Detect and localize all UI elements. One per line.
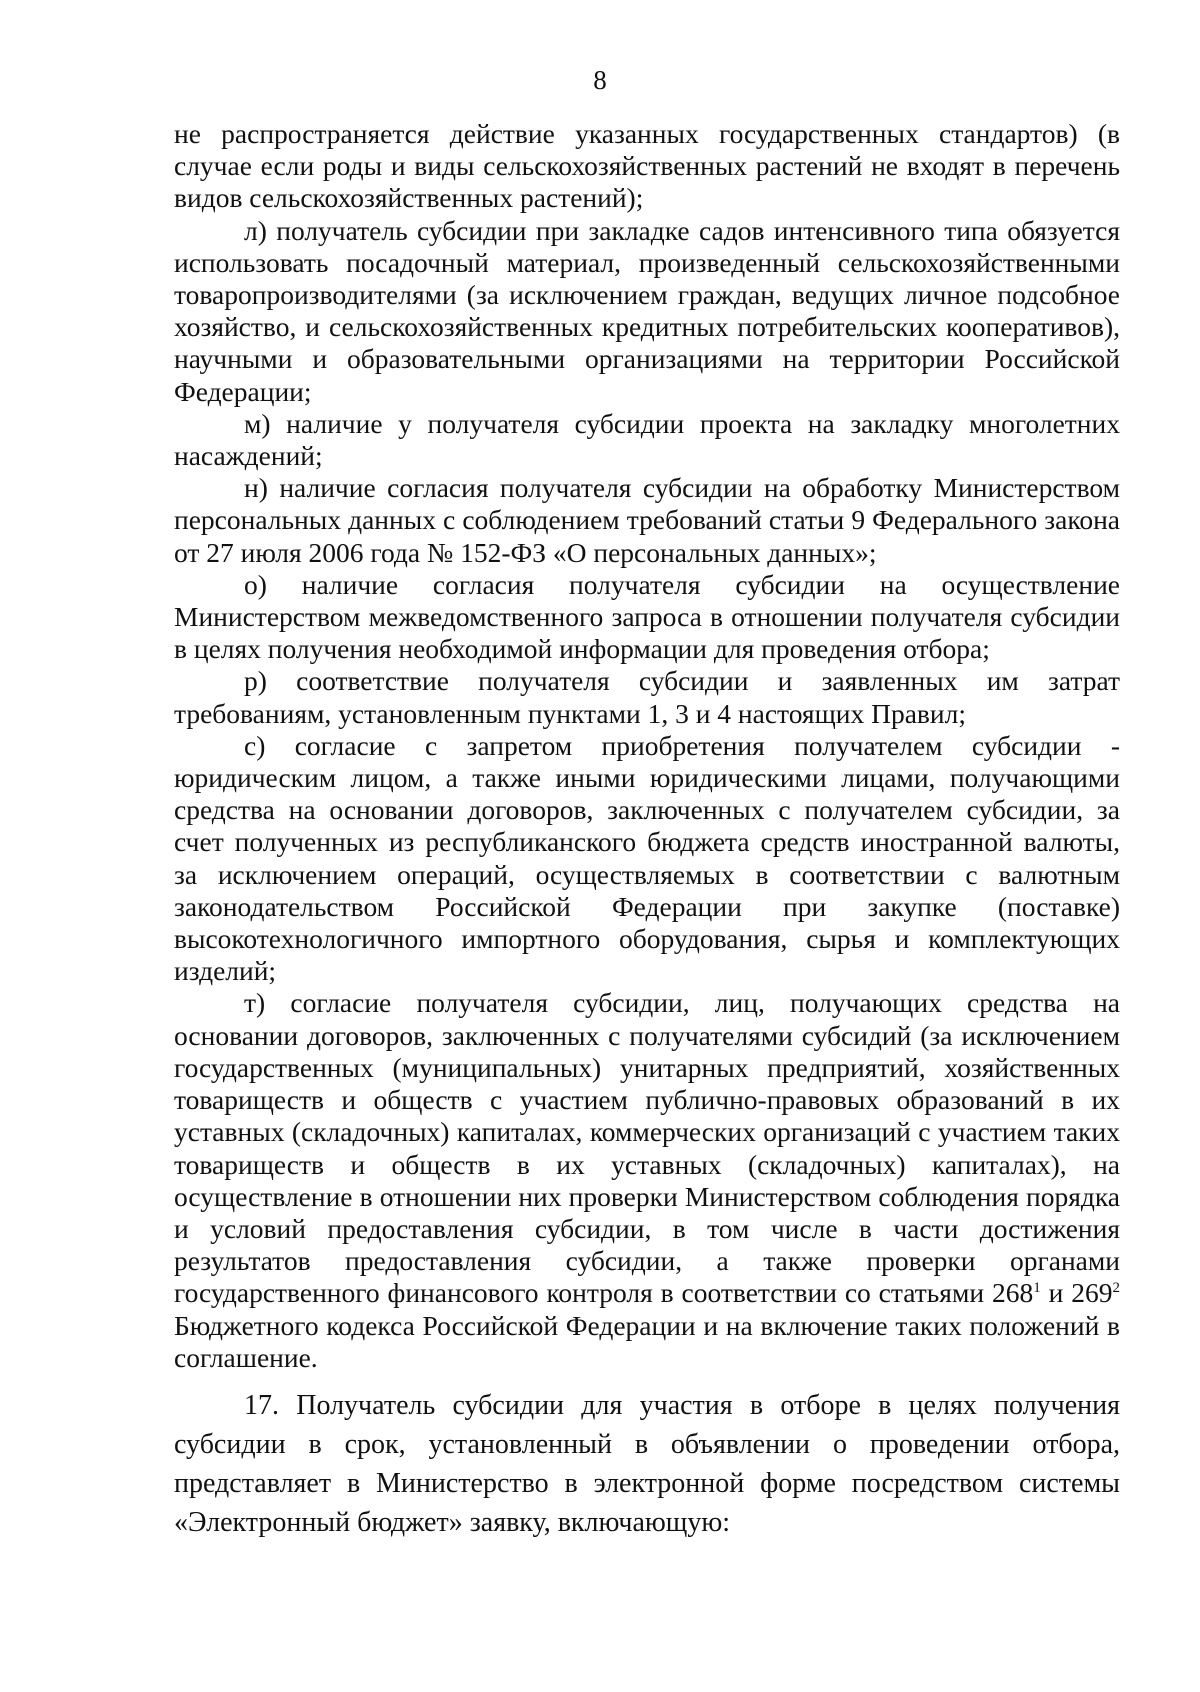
paragraph-item-r: р) соответствие получателя субсидии и заявленных им затрат требованиям, установленным пунктами 1, 3 и 4 настоящих Правил; xyxy=(174,665,1120,729)
paragraph-item-t-text-2: и 269 xyxy=(1040,1277,1113,1309)
superscript-1: 1 xyxy=(1033,1280,1041,1297)
document-body xyxy=(174,118,1120,1542)
paragraph-item-t-text-1: т) согласие получателя субсидии, лиц, получающих средства на основании договоров, заключенных с получателями субсидий (за исключением государственных (муниципальных) унитарных предприятий, хозяйственных товариществ и обществ с участием публично-правовых образований в их уставных (складочных) капиталах, коммерческих организаций с участием таких товариществ и обществ в их уставных (складочных) капиталах), на осуществление в отношении них проверки Министерством соблюдения порядка и условий предоставления субсидии, в том числе в части достижения результатов предоставления субсидии, а также проверки органами государственного финансового контроля в соответствии со статьями 268 xyxy=(174,987,1120,1309)
paragraph-item-n: н) наличие согласия получателя субсидии на обработку Министерством персональных данных с соблюдением требований статьи 9 Федерального закона от 27 июля 2006 года № 152-ФЗ «О персональных данных»; xyxy=(174,472,1120,568)
paragraph-item-l: л) получатель субсидии при закладке садов интенсивного типа обязуется использовать посадочный материал, произведенный сельскохозяйственными товаропроизводителями (за исключением граждан, ведущих личное подсобное хозяйство, и сельскохозяйственных кредитных потребительских кооперативов), научными и образовательными организациями на территории Российской Федерации; xyxy=(174,214,1120,407)
paragraph-item-o: о) наличие согласия получателя субсидии на осуществление Министерством межведомственного запроса в отношении получателя субсидии в целях получения необходимой информации для проведения отбора; xyxy=(174,568,1120,665)
paragraph-item-t-text-3: Бюджетного кодекса Российской Федерации и на включение таких положений в соглашение. xyxy=(174,1309,1120,1373)
page-number: 8 xyxy=(593,65,607,95)
paragraph-item-m: м) наличие у получателя субсидии проекта на закладку многолетних насаждений; xyxy=(174,407,1120,472)
paragraph-item-s: с) согласие с запретом приобретения получателем субсидии - юридическим лицом, а также иными юридическими лицами, получающими средства на основании договоров, заключенных с получателем субсидии, за счет полученных из республиканского бюджета средств иностранной валюты, за исключением операций, осуществляемых в соответствии с валютным законодательством Российской Федерации при закупке (поставке) высокотехнологичного импортного оборудования, сырья и комплектующих изделий; xyxy=(174,729,1120,987)
superscript-2: 2 xyxy=(1112,1280,1120,1297)
paragraph-17: 17. Получатель субсидии для участия в отборе в целях получения субсидии в срок, установленный в объявлении о проведении отбора, представляет в Министерство в электронной форме посредством системы «Электронный бюджет» заявку, включающую: xyxy=(174,1389,1120,1538)
paragraph-continuation: не распространяется действие указанных государственных стандартов) (в случае если роды и виды сельскохозяйственных растений не входят в перечень видов сельскохозяйственных растений); xyxy=(174,118,1120,214)
paragraph-item-t xyxy=(174,987,1120,1373)
